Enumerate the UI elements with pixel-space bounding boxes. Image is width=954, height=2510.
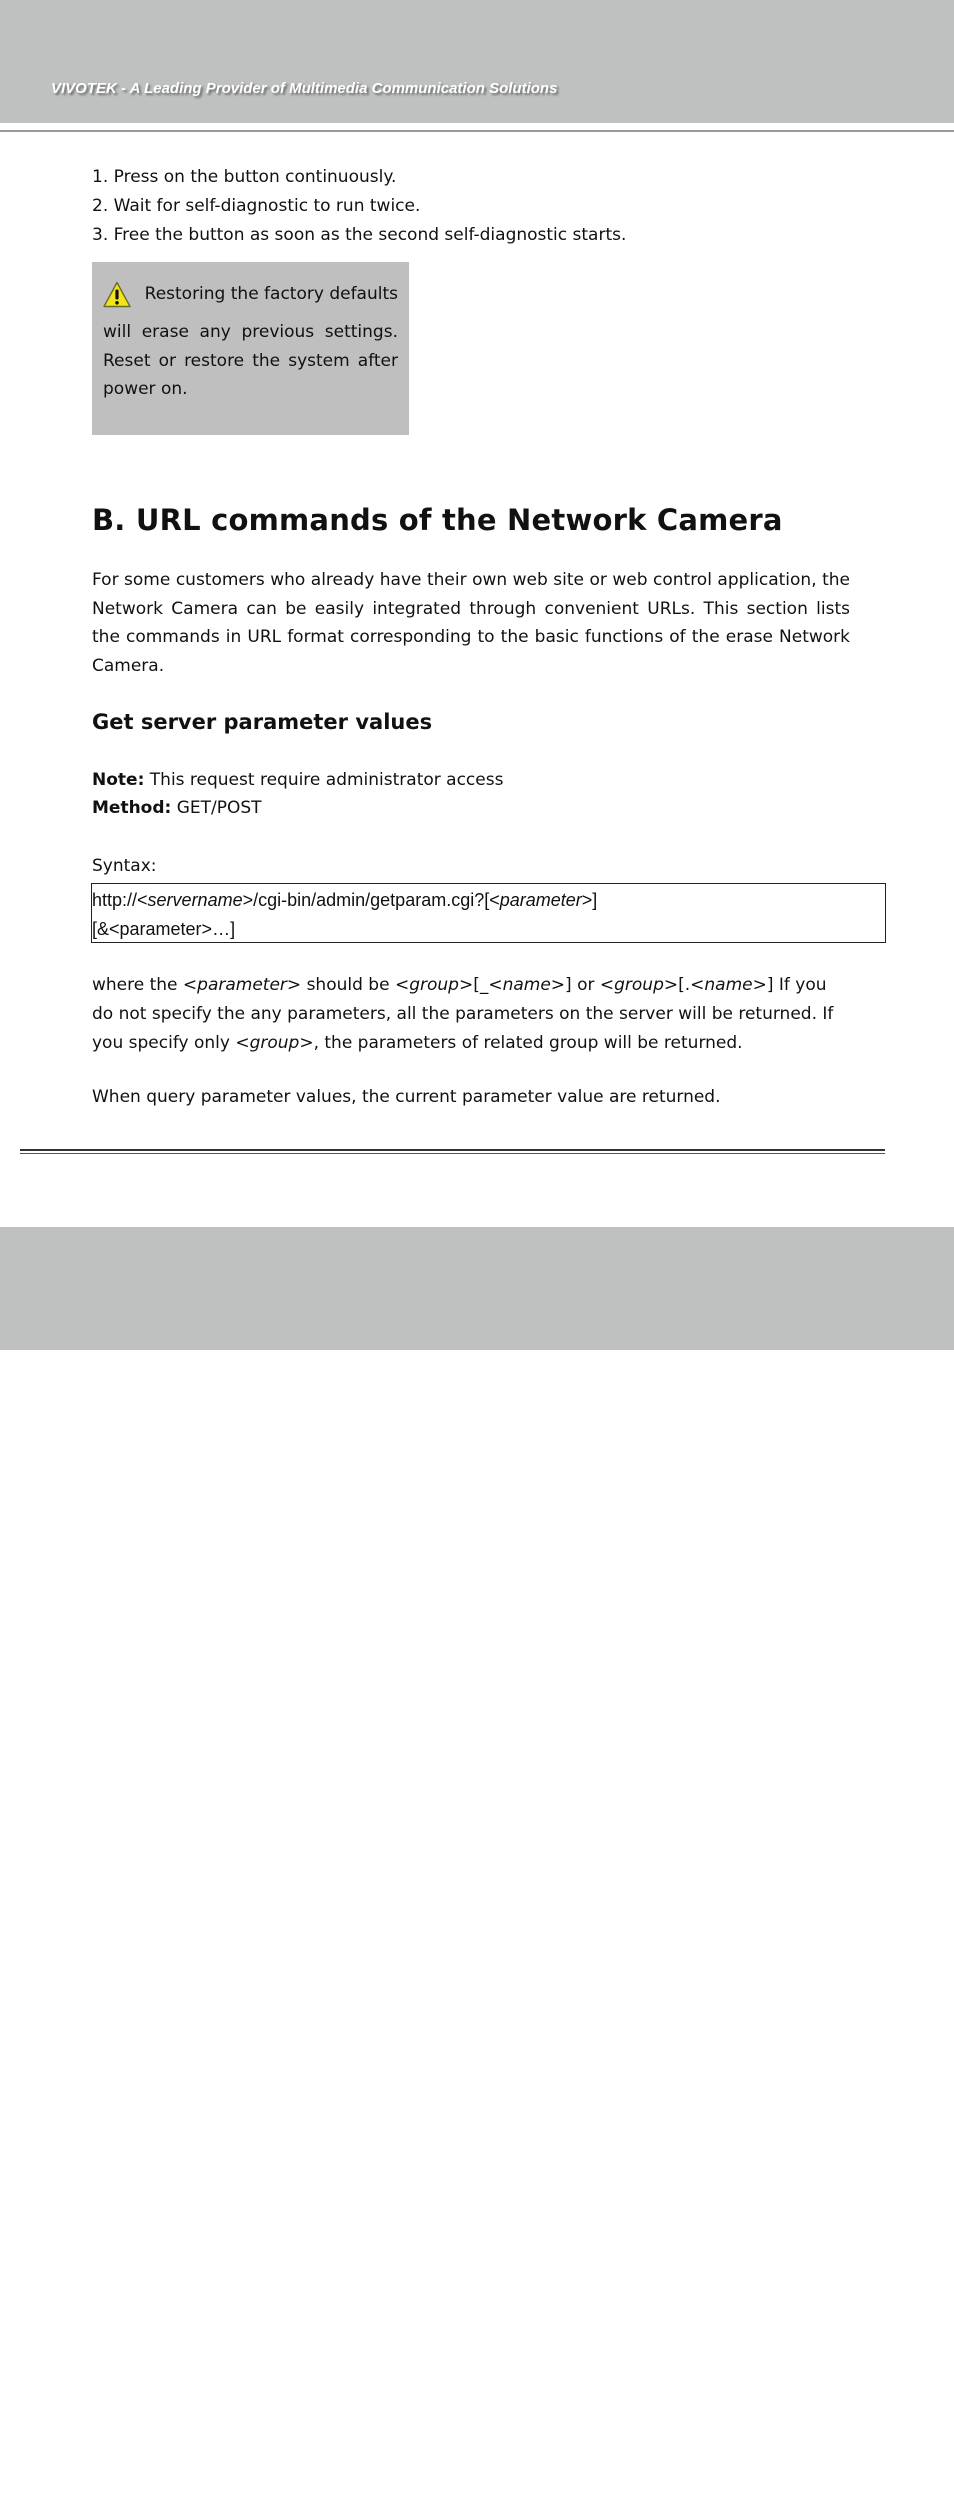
header-tagline: VIVOTEK - A Leading Provider of Multimedia Communication Solutions [51, 80, 558, 97]
header-band [0, 0, 954, 123]
step-item: 3. Free the button as soon as the second self-diagnostic starts. [92, 225, 627, 245]
reset-steps-list [92, 163, 626, 250]
section-intro: For some customers who already have their own web site or web control application, the Network Camera can be easily integrated through convenient URLs. This section lists the commands in URL format corresponding to the basic functions of the erase Network Camera. [92, 570, 850, 677]
syntax-text: >/cgi-bin/admin/getparam.cgi?[< [242, 890, 500, 910]
text-run: >] If you do not specify the any parameters, all the parameters on the server will be returned. If you specify only < [92, 975, 834, 1053]
text-run: >] or < [550, 975, 615, 995]
syntax-label: Syntax: [92, 856, 157, 876]
syntax-line-1 [92, 886, 885, 915]
warning-first-line: Restoring the factory defaults [144, 284, 398, 304]
text-run: >, the parameters of related group will be returned. [299, 1033, 743, 1053]
subsection-title: Get server parameter values [92, 710, 433, 734]
warning-text: will erase any previous settings. Reset or restore the system after power on. [103, 322, 398, 399]
syntax-placeholder: parameter [499, 890, 582, 910]
footer-band [0, 1227, 954, 2509]
placeholder-run: name [704, 975, 753, 995]
warning-callout [92, 262, 409, 435]
warning-triangle-icon [103, 281, 131, 308]
placeholder-run: group [614, 975, 664, 995]
footer-divider [20, 1149, 885, 1151]
syntax-placeholder: servername [147, 890, 243, 910]
method-line [92, 798, 262, 818]
text-run: >[_< [458, 975, 503, 995]
section-title: B. URL commands of the Network Camera [92, 503, 783, 537]
placeholder-run: parameter [197, 975, 287, 995]
text-run: > should be < [286, 975, 410, 995]
note-label: Note: [92, 770, 145, 790]
placeholder-run: name [502, 975, 551, 995]
syntax-line-2: [&<parameter>…] [92, 919, 236, 939]
text-run: >[.< [663, 975, 705, 995]
syntax-text: http://< [92, 890, 148, 910]
footer-divider [20, 1153, 885, 1154]
step-item: 2. Wait for self-diagnostic to run twice. [92, 196, 421, 216]
syntax-text: >] [581, 890, 598, 910]
placeholder-run: group [249, 1033, 300, 1053]
method-label: Method: [92, 798, 172, 818]
note-text: This request require administrator access [144, 770, 504, 790]
parameter-description [92, 971, 852, 1058]
syntax-box [91, 883, 886, 943]
note-line [92, 770, 503, 790]
step-item: 1. Press on the button continuously. [92, 167, 397, 187]
page-number-label: 51 - User's Manual [52, 2489, 203, 2509]
header-divider [0, 130, 954, 132]
query-return-note: When query parameter values, the current parameter value are returned. [92, 1087, 721, 1107]
method-text: GET/POST [171, 798, 262, 818]
text-run: where the < [92, 975, 198, 995]
placeholder-run: group [409, 975, 459, 995]
